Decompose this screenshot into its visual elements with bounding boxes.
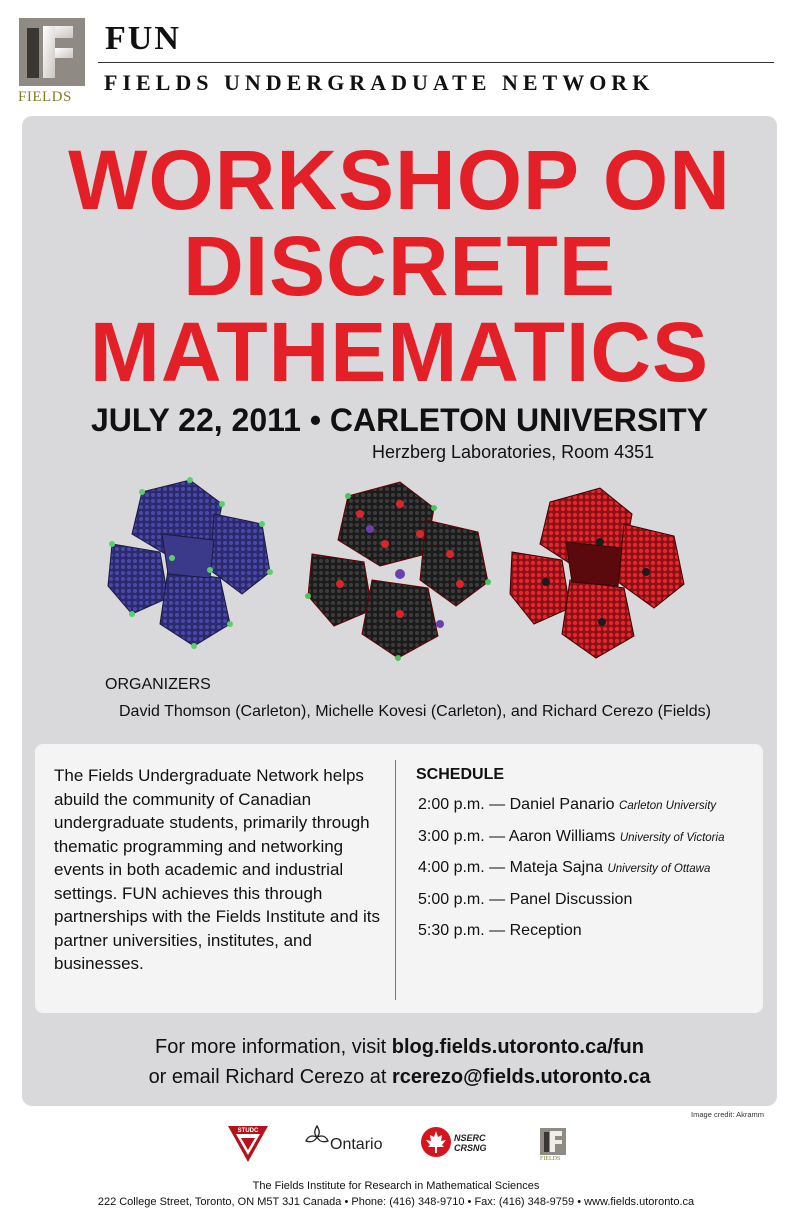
blog-link[interactable]: blog.fields.utoronto.ca/fun	[391, 1036, 644, 1058]
fields-mini-logo-icon	[540, 1128, 566, 1155]
network-name: FIELDS UNDERGRADUATE NETWORK	[104, 70, 655, 95]
schedule-event: Aaron Williams	[508, 827, 616, 845]
fields-f-icon	[19, 18, 85, 86]
about-text: The Fields Undergraduate Network helps abuild the community of Canadian undergraduate students, primarily through thematic programming and networking events in both academic and industrial settings. FUN achieves this through partnerships with the Fields Institute and its partner universities, institutes, and businesses.	[54, 766, 380, 973]
ontario-trillium-icon	[304, 1124, 330, 1150]
nserc-maple-leaf-icon	[420, 1126, 452, 1158]
crsng-label: CRSNG	[454, 1143, 487, 1153]
schedule-time: 4:00 p.m. —	[418, 859, 506, 876]
studc-label: STUDC	[237, 1128, 259, 1134]
workshop-title-line-2: DISCRETE	[183, 219, 616, 313]
schedule-time: 2:00 p.m. —	[418, 796, 506, 813]
schedule-time: 5:00 p.m. —	[418, 890, 506, 908]
polyhedron-image-red	[506, 482, 691, 662]
schedule-item	[418, 859, 758, 891]
schedule-event: Daniel Panario	[509, 796, 615, 813]
schedule-affiliation: University of Ottawa	[607, 863, 711, 875]
footer-address: 222 College Street, Toronto, ON M5T 3J1 Canada • Phone: (416) 348-9710 • Fax: (416) 348-9759 • www.fields.utoronto.ca	[97, 1196, 695, 1208]
email-link[interactable]: rcerezo@fields.utoronto.ca	[392, 1066, 651, 1088]
schedule-time: 5:30 p.m. —	[418, 922, 506, 939]
schedule-time: 3:00 p.m. —	[418, 827, 506, 845]
workshop-title-line-3: MATHEMATICS	[89, 305, 710, 399]
header-divider	[98, 62, 774, 63]
venue: Herzberg Laboratories, Room 4351	[372, 442, 655, 462]
nserc-label: NSERC	[454, 1133, 486, 1143]
network-acronym: FUN	[105, 20, 181, 57]
studc-logo-icon	[226, 1124, 270, 1164]
more-info-prefix: For more information, visit	[155, 1036, 392, 1058]
more-info-line	[22, 1036, 777, 1059]
schedule-affiliation: Carleton University	[619, 800, 717, 812]
nserc-logo-text	[454, 1133, 487, 1153]
fields-logo-word: FIELDS	[18, 89, 72, 105]
info-divider	[395, 760, 396, 1000]
schedule-event: Mateja Sajna	[509, 859, 603, 876]
info-box	[35, 744, 763, 1013]
main-panel	[22, 116, 777, 1106]
schedule-event: Reception	[509, 922, 582, 939]
schedule-item	[418, 891, 758, 923]
organizers-label: ORGANIZERS	[105, 676, 211, 693]
polyhedron-image-mixed	[300, 474, 500, 664]
fields-mini-logo-word: FIELDS	[540, 1156, 561, 1162]
schedule-item	[418, 796, 758, 828]
date-location: JULY 22, 2011 • CARLETON UNIVERSITY	[90, 402, 709, 438]
workshop-title-line-1: WORKSHOP ON	[68, 133, 731, 227]
schedule-item	[418, 922, 758, 954]
schedule-item	[418, 828, 758, 860]
image-credit: Image credit: Akramm	[691, 1110, 764, 1119]
email-prefix: or email Richard Cerezo at	[148, 1066, 392, 1088]
email-line	[22, 1066, 777, 1089]
footer-institute: The Fields Institute for Research in Mathematical Sciences	[252, 1180, 540, 1192]
schedule-event: Panel Discussion	[509, 890, 633, 908]
ontario-logo-text: Ontario	[330, 1136, 383, 1153]
polyhedron-image-blue	[102, 474, 282, 654]
schedule-affiliation: University of Victoria	[619, 831, 725, 844]
schedule-title: SCHEDULE	[416, 766, 505, 783]
fields-logo	[19, 18, 85, 86]
organizers-names: David Thomson (Carleton), Michelle Kovesi (Carleton), and Richard Cerezo (Fields)	[119, 703, 711, 720]
schedule-list	[418, 796, 758, 954]
